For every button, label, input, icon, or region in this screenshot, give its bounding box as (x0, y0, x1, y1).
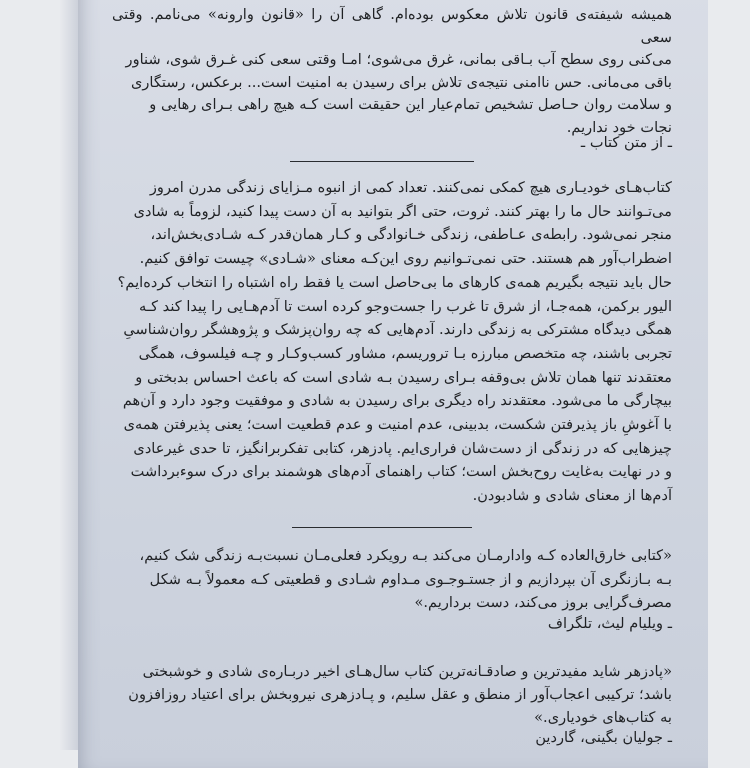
body-line: آدم‌ها از معنای شادی و شادبودن. (472, 487, 672, 505)
quote-line: باشد؛ ترکیبی اعجاب‌آور از منطق و عقل سلیم، و پـادزهری نیروبخش برای اعتیاد روزافزون (128, 686, 672, 703)
quote-line: به کتاب‌های خودیاری.» (534, 709, 672, 726)
quote-line: «پادزهر شاید مفیدترین و صادقـانه‌ترین کتاب سال‌هـای اخیر دربـاره‌ی شادی و خوشبختی (142, 663, 672, 680)
quote-line: بـه بـازنگری آن بپردازیم و از جستـوجـوی مـداوم شـادی و قطعیتی کـه معمولاً بـه شکل (149, 570, 672, 588)
excerpt-line: و سلامت روان حـاصل تشخیص تمام‌عیار این حقیقت است کـه هیچ راهی بـرای رهایی و (149, 96, 672, 114)
excerpt-line: همیشه شیفته‌ی قانون تلاش معکوس بوده‌ام. گاهی آن را «قانون وارونه» می‌نامم. وقتی سعی (112, 6, 672, 46)
top-excerpt (112, 4, 672, 140)
quote-line: «کتابی خارق‌العاده کـه وادارمـان می‌کند بـه رویکرد فعلی‌مـان نسبت‌بـه زندگی شک کنیم، (139, 547, 672, 564)
excerpt-line: نجات خود نداریم. (566, 118, 672, 136)
body-line: معتقدند تنها همان تلاش بی‌وقفه بـرای رسیدن بـه شادی است که باعث احساس بدبختی و (135, 368, 672, 386)
body-line: با آغوشِ باز پذیرفتن شکست، بدبینی، عدم امنیت و عدم قطعیت است؛ یعنی پذیرفتن همه‌ی (123, 416, 672, 434)
body-line: منجر نمی‌شود. رابطه‌ی عـاطفی، زندگی خـانوادگی و کـار همان‌قدر کـه شـادی‌بخش‌اند، (150, 226, 672, 244)
divider (290, 161, 474, 162)
body-line: می‌تـوانند حال ما را بهتر کنند. ثروت، حتی اگر بتوانید به آن دست پیدا کنید، لزوماً به شادی (133, 202, 672, 220)
body-line: حال باید نتیجه بگیریم همه‌ی کارهای ما بی‌حاصل است یا فقط راه اشتباه را انتخاب کرده‌ایم؟ (117, 273, 672, 291)
divider (292, 527, 472, 528)
body-line: تجربی باشند، چه متخصص مبارزه بـا تروریسم، مشاور کسب‌وکـار و چـه فیلسوف، همگی (138, 344, 672, 362)
body-line: همگی دیدگاه مشترکی به زندگی دارند. آدم‌هایی که چه روان‌پزشک و پژوهشگر روان‌شناسیِ (123, 321, 672, 339)
quote-line: مصرف‌گرایی بروز می‌کند، دست برداریم.» (414, 594, 672, 611)
body-line: الیور برکمن، همه‌جـا، از شرق تا غرب را جست‌وجو کرده است تا آدم‌هـایی را پیدا کند کـه (139, 297, 672, 315)
body-text (110, 176, 672, 508)
review-quote-guardian (112, 660, 672, 729)
review-quote-telegraph (112, 544, 672, 615)
excerpt-source: ـ از متن کتاب ـ (580, 134, 672, 151)
body-line: و در نهایت به‌غایت روح‌بخش است؛ کتاب راهنمای آدم‌های هوشمند برای درک سوءبرداشت (130, 463, 672, 481)
body-line: چیزهایی که در زندگی از دست‌شان فراری‌ایم. پادزهر، کتابی تفکربرانگیز، تا حدی غیرعادی (133, 439, 672, 457)
body-line: اضطراب‌آور هم هستند. حتی نمی‌تـوانیم روی این‌کـه معنای «شـادی» چیست توافق کنیم. (139, 250, 672, 268)
excerpt-line: باقی می‌مانی. حس ناامنی نتیجه‌ی تلاش برای رسیدن به امنیت است... برعکس، رستگاری (130, 73, 672, 91)
body-line: کتاب‌هـای خودیـاری هیچ کمکی نمی‌کنند. تعداد کمی از انبوه مـزایای زندگی مدرن امروز (149, 179, 672, 196)
quote-attribution: ـ ویلیام لیث، تلگراف (547, 615, 672, 632)
excerpt-line: می‌کنی روی سطح آب بـاقی بمانی، غرق می‌شوی؛ امـا وقتی سعی کنی غـرق شوی، شناور (125, 51, 672, 69)
body-line: بیچارگی ما می‌شود. معتقدند راه دیگری برای رسیدن به شادی و موفقیت وجود دارد و آن‌هم (122, 392, 672, 410)
quote-attribution: ـ جولیان بگینی، گاردین (535, 729, 672, 746)
